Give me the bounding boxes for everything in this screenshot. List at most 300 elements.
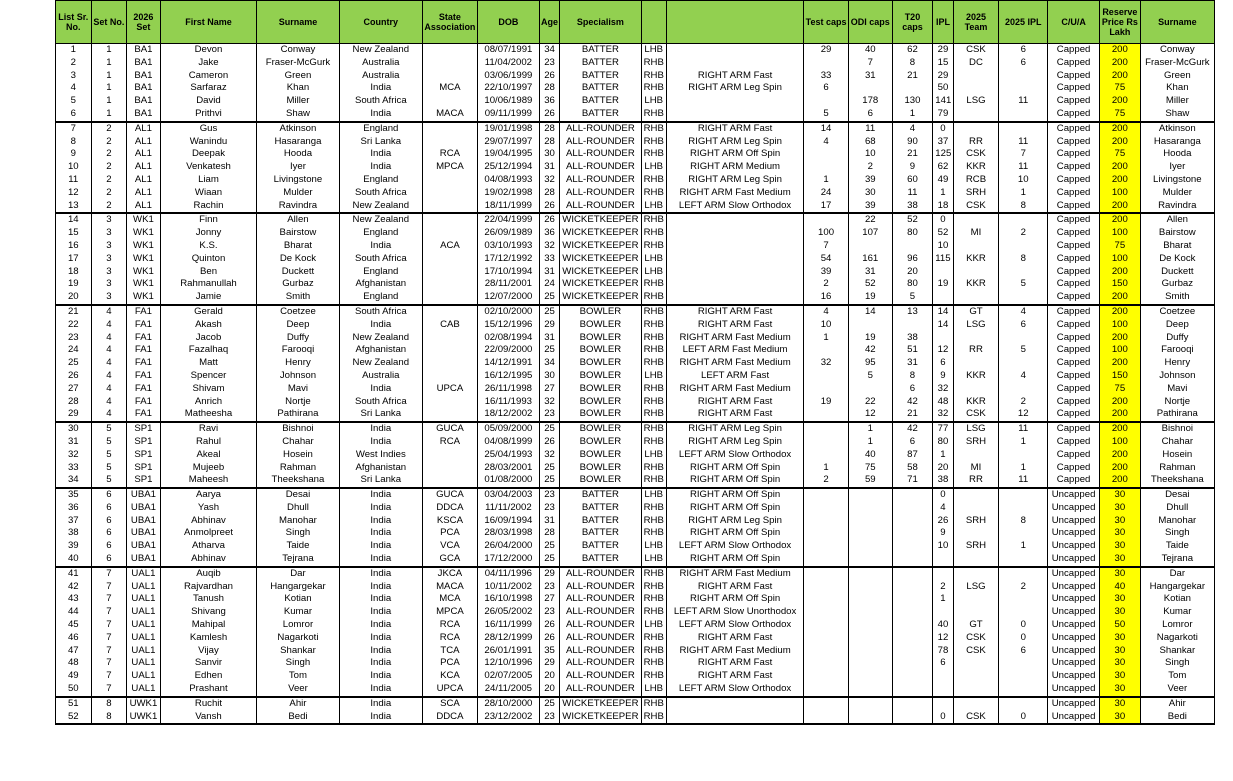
cell-state-association: VCA <box>422 540 477 553</box>
cell-team-2025: LSG <box>953 95 999 108</box>
cell-ipl: 6 <box>933 657 953 670</box>
col-header-cua: C/U/A <box>1048 1 1100 44</box>
cell-odi-caps: 40 <box>848 449 892 462</box>
cell-team-2025 <box>953 502 999 515</box>
cell-cua: Uncapped <box>1048 606 1100 619</box>
cell-specialism: ALL-ROUNDER <box>560 567 641 581</box>
cell-dob: 28/12/1999 <box>477 632 539 645</box>
cell-t20-caps: 51 <box>892 344 933 357</box>
col-header-dob: DOB <box>477 1 539 44</box>
cell-surname-repeat: Atkinson <box>1140 122 1214 136</box>
cell-reserve-price: 200 <box>1100 291 1141 305</box>
cell-ipl-2025 <box>999 108 1048 122</box>
cell-surname: Smith <box>257 291 339 305</box>
cell-age: 27 <box>539 383 559 396</box>
cell-specialism: ALL-ROUNDER <box>560 581 641 594</box>
cell-state-association: RCA <box>422 436 477 449</box>
cell-ipl: 37 <box>933 136 953 149</box>
cell-batting-hand: RHB <box>641 174 666 187</box>
cell-reserve-price: 40 <box>1100 581 1141 594</box>
cell-odi-caps <box>848 645 892 658</box>
cell-state-association: RCA <box>422 619 477 632</box>
cell-test-caps: 24 <box>804 187 849 200</box>
cell-age: 23 <box>539 488 559 502</box>
cell-state-association <box>422 70 477 83</box>
cell-cua: Uncapped <box>1048 567 1100 581</box>
cell-ipl: 78 <box>933 645 953 658</box>
cell-ipl: 26 <box>933 515 953 528</box>
table-row <box>56 319 1215 332</box>
cell-country: India <box>339 697 422 711</box>
cell-set-code: UAL1 <box>127 670 161 683</box>
cell-set-no: 2 <box>91 122 127 136</box>
cell-set-code: SP1 <box>127 422 161 436</box>
cell-specialism: BATTER <box>560 488 641 502</box>
cell-batting-hand: LHB <box>641 449 666 462</box>
cell-surname: Desai <box>257 488 339 502</box>
cell-ipl-2025: 2 <box>999 227 1048 240</box>
cell-set-code: BA1 <box>127 108 161 122</box>
cell-first-name: Rajvardhan <box>160 581 257 594</box>
cell-set-code: SP1 <box>127 449 161 462</box>
cell-set-no: 5 <box>91 436 127 449</box>
table-row <box>56 383 1215 396</box>
cell-odi-caps <box>848 82 892 95</box>
cell-set-no: 4 <box>91 383 127 396</box>
cell-surname: Mulder <box>257 187 339 200</box>
cell-ipl-2025: 1 <box>999 436 1048 449</box>
cell-first-name: Fazalhaq <box>160 344 257 357</box>
cell-specialism: BOWLER <box>560 462 641 475</box>
cell-bowling-style <box>666 227 803 240</box>
cell-ipl-2025: 8 <box>999 253 1048 266</box>
cell-reserve-price: 150 <box>1100 278 1141 291</box>
cell-sr-no: 7 <box>56 122 92 136</box>
cell-ipl: 18 <box>933 200 953 214</box>
cell-team-2025: LSG <box>953 422 999 436</box>
cell-dob: 26/11/1998 <box>477 383 539 396</box>
cell-set-no: 7 <box>91 670 127 683</box>
cell-team-2025: KKR <box>953 161 999 174</box>
cell-surname-repeat: Kumar <box>1140 606 1214 619</box>
cell-surname-repeat: De Kock <box>1140 253 1214 266</box>
cell-test-caps: 4 <box>804 136 849 149</box>
cell-ipl: 141 <box>933 95 953 108</box>
cell-first-name: Gus <box>160 122 257 136</box>
cell-sr-no: 15 <box>56 227 92 240</box>
cell-bowling-style: RIGHT ARM Off Spin <box>666 502 803 515</box>
cell-bowling-style: RIGHT ARM Fast <box>666 70 803 83</box>
col-header-list-sr-no: List Sr. No. <box>56 1 92 44</box>
cell-ipl <box>933 697 953 711</box>
cell-dob: 12/07/2000 <box>477 291 539 305</box>
cell-surname-repeat: Singh <box>1140 527 1214 540</box>
cell-t20-caps: 87 <box>892 449 933 462</box>
cell-reserve-price: 200 <box>1100 332 1141 345</box>
cell-surname: Hosein <box>257 449 339 462</box>
cell-dob: 19/02/1998 <box>477 187 539 200</box>
cell-country: New Zealand <box>339 44 422 57</box>
cell-age: 29 <box>539 319 559 332</box>
cell-set-code: WK1 <box>127 278 161 291</box>
cell-team-2025: CSK <box>953 711 999 725</box>
cell-reserve-price: 30 <box>1100 567 1141 581</box>
cell-age: 23 <box>539 606 559 619</box>
cell-sr-no: 31 <box>56 436 92 449</box>
cell-dob: 26/09/1989 <box>477 227 539 240</box>
cell-cua: Capped <box>1048 44 1100 57</box>
cell-cua: Uncapped <box>1048 515 1100 528</box>
cell-surname-repeat: Smith <box>1140 291 1214 305</box>
cell-surname: Nagarkoti <box>257 632 339 645</box>
cell-batting-hand: RHB <box>641 291 666 305</box>
cell-bowling-style: LEFT ARM Slow Orthodox <box>666 540 803 553</box>
cell-dob: 16/09/1994 <box>477 515 539 528</box>
cell-reserve-price: 200 <box>1100 136 1141 149</box>
cell-sr-no: 32 <box>56 449 92 462</box>
table-row <box>56 227 1215 240</box>
cell-batting-hand: RHB <box>641 57 666 70</box>
cell-odi-caps: 1 <box>848 422 892 436</box>
cell-dob: 16/12/1995 <box>477 370 539 383</box>
cell-country: India <box>339 240 422 253</box>
table-row <box>56 593 1215 606</box>
cell-specialism: ALL-ROUNDER <box>560 136 641 149</box>
cell-team-2025 <box>953 291 999 305</box>
cell-t20-caps: 58 <box>892 462 933 475</box>
cell-bowling-style <box>666 253 803 266</box>
cell-surname-repeat: Johnson <box>1140 370 1214 383</box>
cell-surname-repeat: Green <box>1140 70 1214 83</box>
cell-surname: Chahar <box>257 436 339 449</box>
cell-ipl-2025: 7 <box>999 148 1048 161</box>
table-row <box>56 567 1215 581</box>
cell-batting-hand: RHB <box>641 462 666 475</box>
cell-reserve-price: 200 <box>1100 357 1141 370</box>
cell-team-2025 <box>953 606 999 619</box>
cell-odi-caps: 95 <box>848 357 892 370</box>
cell-first-name: Aarya <box>160 488 257 502</box>
cell-age: 23 <box>539 711 559 725</box>
cell-set-no: 8 <box>91 697 127 711</box>
cell-team-2025 <box>953 122 999 136</box>
cell-set-code: FA1 <box>127 332 161 345</box>
table-row <box>56 95 1215 108</box>
cell-surname-repeat: Singh <box>1140 657 1214 670</box>
cell-bowling-style: RIGHT ARM Leg Spin <box>666 515 803 528</box>
cell-team-2025: CSK <box>953 645 999 658</box>
cell-surname-repeat: Mavi <box>1140 383 1214 396</box>
cell-cua: Capped <box>1048 108 1100 122</box>
cell-team-2025: KKR <box>953 253 999 266</box>
cell-ipl: 32 <box>933 408 953 422</box>
cell-surname-repeat: Tom <box>1140 670 1214 683</box>
cell-team-2025: KKR <box>953 278 999 291</box>
cell-age: 28 <box>539 136 559 149</box>
cell-reserve-price: 30 <box>1100 645 1141 658</box>
cell-reserve-price: 30 <box>1100 697 1141 711</box>
cell-first-name: Sanvir <box>160 657 257 670</box>
cell-sr-no: 36 <box>56 502 92 515</box>
cell-odi-caps: 7 <box>848 57 892 70</box>
cell-country: India <box>339 581 422 594</box>
cell-dob: 03/10/1993 <box>477 240 539 253</box>
cell-batting-hand: RHB <box>641 711 666 725</box>
cell-first-name: Prashant <box>160 683 257 697</box>
cell-surname: Conway <box>257 44 339 57</box>
cell-sr-no: 23 <box>56 332 92 345</box>
cell-set-no: 4 <box>91 344 127 357</box>
cell-state-association <box>422 253 477 266</box>
cell-sr-no: 30 <box>56 422 92 436</box>
cell-ipl: 38 <box>933 474 953 488</box>
cell-ipl: 52 <box>933 227 953 240</box>
cell-ipl-2025: 0 <box>999 711 1048 725</box>
cell-state-association <box>422 187 477 200</box>
cell-sr-no: 49 <box>56 670 92 683</box>
cell-age: 25 <box>539 422 559 436</box>
cell-surname-repeat: Ravindra <box>1140 200 1214 214</box>
cell-surname-repeat: Duckett <box>1140 266 1214 279</box>
cell-ipl-2025 <box>999 122 1048 136</box>
cell-t20-caps <box>892 567 933 581</box>
cell-surname-repeat: Duffy <box>1140 332 1214 345</box>
cell-team-2025: MI <box>953 462 999 475</box>
cell-test-caps <box>804 370 849 383</box>
cell-first-name: Wiaan <box>160 187 257 200</box>
cell-first-name: Maheesh <box>160 474 257 488</box>
cell-age: 34 <box>539 357 559 370</box>
cell-bowling-style: LEFT ARM Fast Medium <box>666 344 803 357</box>
cell-bowling-style <box>666 213 803 227</box>
cell-specialism: ALL-ROUNDER <box>560 683 641 697</box>
cell-sr-no: 9 <box>56 148 92 161</box>
cell-surname-repeat: Lomror <box>1140 619 1214 632</box>
cell-odi-caps: 68 <box>848 136 892 149</box>
cell-odi-caps: 19 <box>848 332 892 345</box>
cell-first-name: Ruchit <box>160 697 257 711</box>
cell-surname-repeat: Pathirana <box>1140 408 1214 422</box>
cell-first-name: Venkatesh <box>160 161 257 174</box>
cell-sr-no: 11 <box>56 174 92 187</box>
cell-set-no: 7 <box>91 645 127 658</box>
cell-team-2025: SRH <box>953 187 999 200</box>
cell-specialism: ALL-ROUNDER <box>560 657 641 670</box>
cell-batting-hand: LHB <box>641 95 666 108</box>
cell-test-caps: 29 <box>804 44 849 57</box>
cell-test-caps: 2 <box>804 278 849 291</box>
cell-cua: Capped <box>1048 95 1100 108</box>
cell-dob: 19/01/1998 <box>477 122 539 136</box>
cell-reserve-price: 200 <box>1100 174 1141 187</box>
cell-cua: Capped <box>1048 305 1100 319</box>
cell-odi-caps: 39 <box>848 200 892 214</box>
cell-ipl: 14 <box>933 319 953 332</box>
cell-specialism: ALL-ROUNDER <box>560 645 641 658</box>
cell-set-no: 6 <box>91 553 127 567</box>
cell-odi-caps <box>848 606 892 619</box>
cell-team-2025: GT <box>953 619 999 632</box>
cell-t20-caps: 20 <box>892 266 933 279</box>
cell-sr-no: 35 <box>56 488 92 502</box>
cell-team-2025 <box>953 683 999 697</box>
cell-surname-repeat: Mulder <box>1140 187 1214 200</box>
cell-reserve-price: 200 <box>1100 408 1141 422</box>
cell-sr-no: 3 <box>56 70 92 83</box>
cell-ipl-2025: 1 <box>999 462 1048 475</box>
cell-surname: Kumar <box>257 606 339 619</box>
cell-first-name: Rahmanullah <box>160 278 257 291</box>
cell-t20-caps: 38 <box>892 332 933 345</box>
cell-specialism: BOWLER <box>560 449 641 462</box>
cell-bowling-style: RIGHT ARM Off Spin <box>666 593 803 606</box>
cell-set-code: UAL1 <box>127 581 161 594</box>
cell-specialism: ALL-ROUNDER <box>560 122 641 136</box>
cell-dob: 04/11/1996 <box>477 567 539 581</box>
cell-ipl-2025 <box>999 70 1048 83</box>
col-header-ipl: IPL <box>933 1 953 44</box>
cell-country: Afghanistan <box>339 278 422 291</box>
cell-set-no: 6 <box>91 488 127 502</box>
cell-set-no: 5 <box>91 422 127 436</box>
cell-test-caps <box>804 344 849 357</box>
cell-state-association: SCA <box>422 697 477 711</box>
cell-set-no: 3 <box>91 266 127 279</box>
cell-test-caps <box>804 553 849 567</box>
cell-age: 24 <box>539 278 559 291</box>
cell-test-caps: 1 <box>804 174 849 187</box>
cell-specialism: BATTER <box>560 540 641 553</box>
cell-ipl-2025: 12 <box>999 408 1048 422</box>
cell-set-no: 2 <box>91 200 127 214</box>
cell-surname: Shaw <box>257 108 339 122</box>
cell-batting-hand: RHB <box>641 527 666 540</box>
table-row <box>56 305 1215 319</box>
cell-odi-caps <box>848 670 892 683</box>
cell-team-2025: RR <box>953 474 999 488</box>
cell-first-name: Tanush <box>160 593 257 606</box>
cell-cua: Uncapped <box>1048 488 1100 502</box>
cell-ipl <box>933 606 953 619</box>
cell-cua: Uncapped <box>1048 593 1100 606</box>
cell-cua: Capped <box>1048 462 1100 475</box>
cell-surname: Rahman <box>257 462 339 475</box>
cell-t20-caps: 4 <box>892 122 933 136</box>
cell-set-code: FA1 <box>127 357 161 370</box>
cell-country: Australia <box>339 70 422 83</box>
cell-batting-hand: RHB <box>641 581 666 594</box>
cell-set-code: UBA1 <box>127 502 161 515</box>
cell-specialism: BOWLER <box>560 474 641 488</box>
cell-surname: Deep <box>257 319 339 332</box>
cell-ipl: 20 <box>933 462 953 475</box>
cell-age: 25 <box>539 305 559 319</box>
cell-set-no: 4 <box>91 305 127 319</box>
cell-dob: 02/08/1994 <box>477 332 539 345</box>
cell-age: 32 <box>539 396 559 409</box>
cell-team-2025 <box>953 657 999 670</box>
cell-state-association <box>422 122 477 136</box>
cell-reserve-price: 100 <box>1100 253 1141 266</box>
cell-team-2025: CSK <box>953 148 999 161</box>
cell-set-no: 3 <box>91 253 127 266</box>
cell-state-association <box>422 370 477 383</box>
cell-country: South Africa <box>339 253 422 266</box>
cell-batting-hand: RHB <box>641 278 666 291</box>
col-header-specialism: Specialism <box>560 1 641 44</box>
cell-t20-caps <box>892 670 933 683</box>
cell-ipl: 0 <box>933 711 953 725</box>
cell-test-caps: 2 <box>804 474 849 488</box>
cell-state-association: KSCA <box>422 515 477 528</box>
cell-odi-caps <box>848 697 892 711</box>
cell-sr-no: 43 <box>56 593 92 606</box>
cell-age: 27 <box>539 593 559 606</box>
cell-test-caps: 1 <box>804 332 849 345</box>
cell-reserve-price: 200 <box>1100 422 1141 436</box>
cell-ipl <box>933 670 953 683</box>
cell-first-name: Liam <box>160 174 257 187</box>
table-row <box>56 462 1215 475</box>
cell-dob: 22/09/2000 <box>477 344 539 357</box>
cell-t20-caps: 21 <box>892 408 933 422</box>
cell-first-name: Ben <box>160 266 257 279</box>
cell-ipl-2025: 6 <box>999 319 1048 332</box>
cell-bowling-style: LEFT ARM Fast <box>666 370 803 383</box>
cell-test-caps <box>804 540 849 553</box>
col-header-surname-repeat: Surname <box>1140 1 1214 44</box>
cell-sr-no: 10 <box>56 161 92 174</box>
cell-odi-caps <box>848 657 892 670</box>
cell-odi-caps <box>848 632 892 645</box>
cell-ipl-2025 <box>999 266 1048 279</box>
cell-state-association <box>422 57 477 70</box>
cell-ipl-2025 <box>999 502 1048 515</box>
cell-age: 26 <box>539 108 559 122</box>
cell-batting-hand: RHB <box>641 213 666 227</box>
cell-surname: Allen <box>257 213 339 227</box>
col-header-surname: Surname <box>257 1 339 44</box>
cell-specialism: BOWLER <box>560 408 641 422</box>
cell-country: Australia <box>339 370 422 383</box>
cell-country: India <box>339 567 422 581</box>
cell-country: India <box>339 606 422 619</box>
cell-set-no: 1 <box>91 82 127 95</box>
table-row <box>56 357 1215 370</box>
cell-cua: Uncapped <box>1048 697 1100 711</box>
cell-sr-no: 39 <box>56 540 92 553</box>
cell-batting-hand: RHB <box>641 357 666 370</box>
cell-age: 25 <box>539 474 559 488</box>
cell-sr-no: 19 <box>56 278 92 291</box>
cell-age: 28 <box>539 82 559 95</box>
cell-sr-no: 18 <box>56 266 92 279</box>
cell-age: 25 <box>539 462 559 475</box>
cell-ipl: 10 <box>933 240 953 253</box>
cell-set-no: 7 <box>91 567 127 581</box>
cell-reserve-price: 30 <box>1100 670 1141 683</box>
cell-test-caps: 6 <box>804 82 849 95</box>
cell-state-association <box>422 136 477 149</box>
cell-odi-caps: 75 <box>848 462 892 475</box>
cell-dob: 17/10/1994 <box>477 266 539 279</box>
cell-t20-caps <box>892 645 933 658</box>
cell-t20-caps: 21 <box>892 70 933 83</box>
cell-t20-caps <box>892 632 933 645</box>
cell-surname: Shankar <box>257 645 339 658</box>
cell-bowling-style: RIGHT ARM Leg Spin <box>666 174 803 187</box>
table-row <box>56 187 1215 200</box>
